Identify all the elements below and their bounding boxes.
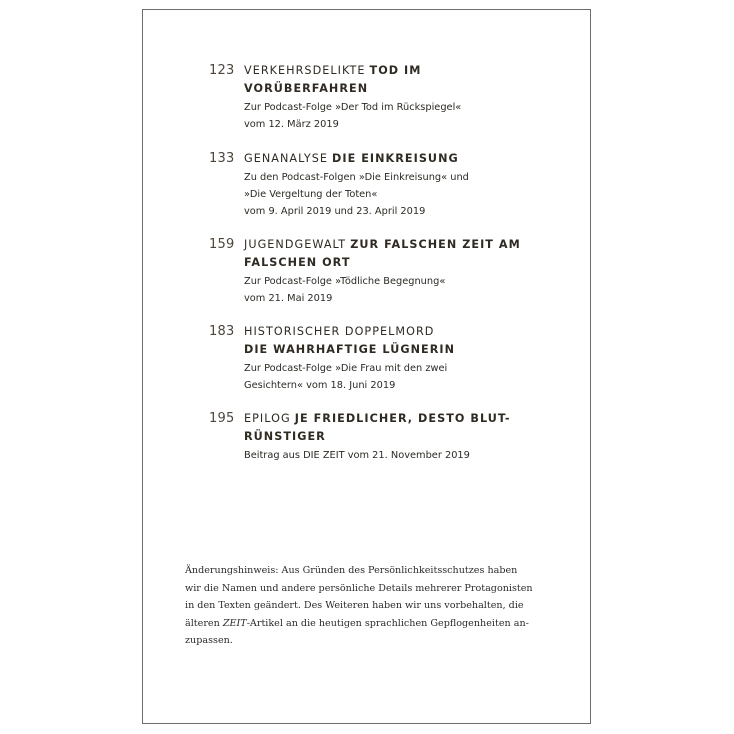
toc-page-number: 123 — [209, 63, 235, 78]
toc-title-continued: RÜNSTIGER — [244, 430, 326, 443]
toc-source-line: Zur Podcast-Folge »Der Tod im Rückspiegel« — [244, 102, 462, 113]
toc-heading — [244, 150, 529, 168]
toc-source — [244, 169, 529, 220]
toc-title: DIE EINKREISUNG — [332, 152, 459, 165]
toc-title-continued: FALSCHEN ORT — [244, 256, 351, 269]
toc-entry — [209, 62, 529, 133]
toc-source-line: Zur Podcast-Folge »Die Frau mit den zwei — [244, 363, 448, 374]
toc-source-line: vom 9. April 2019 und 23. April 2019 — [244, 206, 426, 217]
notice-zeit-emphasis: ZEIT — [222, 617, 247, 629]
toc-source — [244, 360, 529, 394]
toc-entry — [209, 410, 529, 464]
toc-source-line: vom 21. Mai 2019 — [244, 293, 333, 304]
book-page — [142, 9, 591, 724]
toc-source-line: Beitrag aus DIE ZEIT vom 21. November 2019 — [244, 450, 470, 461]
toc-category: EPILOG — [244, 412, 291, 425]
toc-source — [244, 99, 529, 133]
toc-title: JE FRIEDLICHER, DESTO BLUT- — [294, 412, 511, 425]
toc-source-line: Gesichtern« vom 18. Juni 2019 — [244, 380, 396, 391]
toc-source-line: Zur Podcast-Folge »Tödliche Begegnung« — [244, 276, 446, 287]
toc-page-number: 195 — [209, 411, 235, 426]
toc-page-number: 183 — [209, 324, 235, 339]
toc-heading — [244, 236, 529, 272]
toc-source — [244, 273, 529, 307]
toc-source-line: vom 12. März 2019 — [244, 119, 339, 130]
notice-line: wir die Namen und andere persönliche Details mehrerer Protagonisten — [185, 582, 533, 594]
toc-title: ZUR FALSCHEN ZEIT AM — [350, 238, 521, 251]
toc-title: DIE WAHRHAFTIGE LÜGNERIN — [244, 343, 455, 356]
toc-heading — [244, 410, 529, 446]
toc-source-line: Zu den Podcast-Folgen »Die Einkreisung« und — [244, 172, 469, 183]
notice-line: in den Texten geändert. Des Weiteren haben wir uns vorbehalten, die — [185, 600, 524, 611]
notice-line: Änderungshinweis: Aus Gründen des Persönlichkeitsschutzes haben — [185, 565, 518, 576]
toc-category: VERKEHRSDELIKTE — [244, 64, 366, 77]
toc-heading — [244, 323, 529, 359]
toc-title: TOD IM VORÜBERFAHREN — [244, 64, 422, 95]
toc-source — [244, 447, 529, 464]
toc-entry — [209, 323, 529, 394]
toc-heading — [244, 62, 529, 98]
toc-entry — [209, 150, 529, 220]
toc-category: GENANALYSE — [244, 152, 329, 165]
toc-source-line: »Die Vergeltung der Toten« — [244, 189, 378, 200]
notice-line — [185, 615, 549, 633]
toc-category: JUGENDGEWALT — [244, 238, 347, 251]
toc-category: HISTORISCHER DOPPELMORD — [244, 325, 435, 338]
toc-page-number: 159 — [209, 237, 235, 252]
change-notice — [185, 562, 549, 650]
notice-line: zupassen. — [185, 635, 233, 646]
toc-page-number: 133 — [209, 151, 235, 166]
table-of-contents — [209, 62, 529, 481]
notice-text: -Artikel an die heutigen sprachlichen Gepflogenheiten an- — [246, 617, 529, 629]
notice-text: älteren — [185, 617, 223, 629]
toc-entry — [209, 236, 529, 307]
